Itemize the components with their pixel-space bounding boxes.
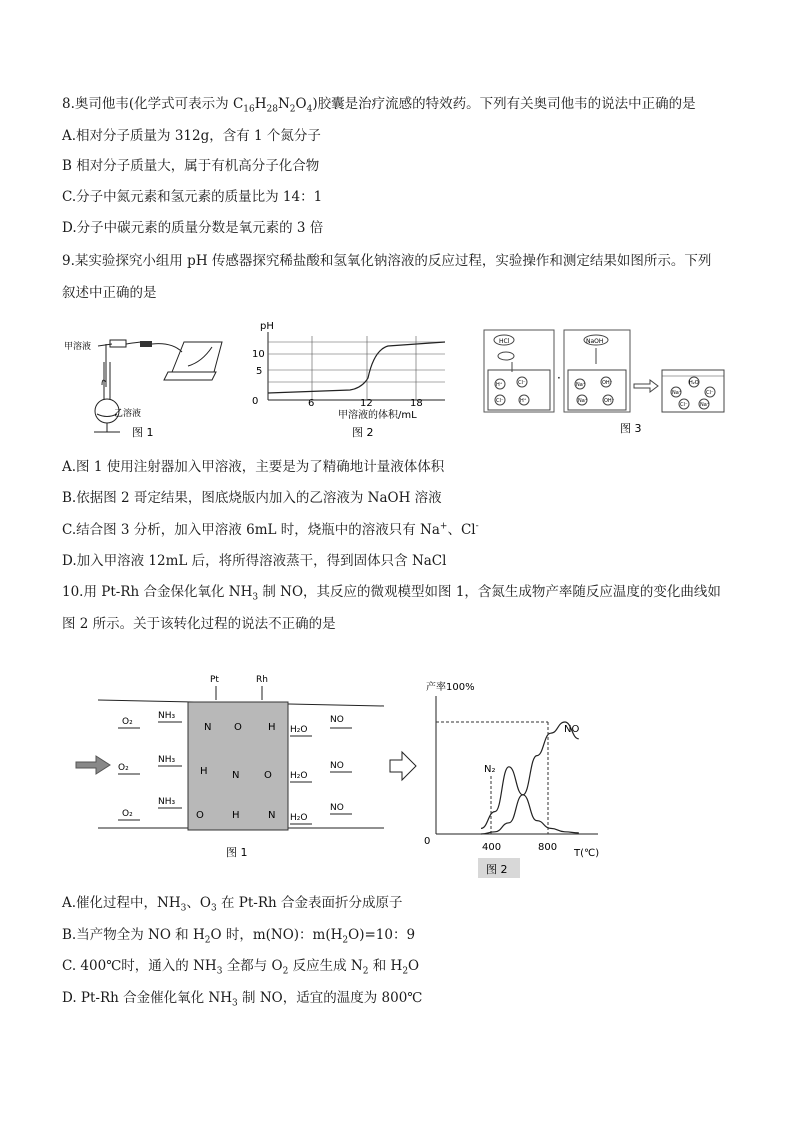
q8-option-d: D.分子中碳元素的质量分数是氧元素的 3 倍	[62, 220, 324, 236]
svg-text:NH₃: NH₃	[158, 755, 176, 765]
q10-fig2-chart	[420, 676, 610, 880]
q10-fig2-origin: 0	[424, 836, 431, 847]
svg-text:OH⁻: OH⁻	[602, 380, 613, 386]
svg-text:Na⁺: Na⁺	[578, 398, 588, 404]
svg-text:NO: NO	[330, 715, 344, 725]
svg-text:Cl⁻: Cl⁻	[680, 402, 688, 408]
q10-option-b: B.当产物全为 NO 和 $H_2O$ 时，m(NO)：$m(H_2O)=10$：9	[62, 927, 416, 946]
q9-fig3-caption: 图 3	[620, 422, 642, 435]
q10-fig2-xtick-800: 800	[538, 842, 558, 853]
beaker2-drop-label: NaOH	[586, 338, 604, 345]
svg-text:Na⁺: Na⁺	[700, 402, 710, 408]
q9-fig2-xtick-12: 12	[360, 398, 373, 409]
svg-text:N: N	[268, 810, 276, 821]
q9-fig3-beakers	[478, 326, 730, 442]
svg-text:H⁺: H⁺	[496, 382, 503, 388]
q10-fig2-caption: 图 2	[486, 863, 508, 876]
q10-fig2-xlabel: T(℃)	[574, 848, 600, 859]
q8-option-c: C.分子中氮元素和氢元素的质量比为 14：1	[62, 189, 323, 205]
laptop-screen	[172, 342, 222, 372]
q10-stem-line1: 10.用 Pt-Rh 合金保化氧化 $NH_3$ 制 NO，其反应的微观模型如图 1，含氮生成物产率随反应温度的变化曲线如	[62, 584, 721, 603]
q9-fig3-arrow	[634, 380, 658, 392]
q10-option-d: D. Pt-Rh 合金催化氧化 $NH_3$ 制 NO，适宜的温度为 800℃	[62, 990, 423, 1009]
q8-option-a: A.相对分子质量为 312g，含有 1 个氮分子	[62, 128, 321, 144]
catalyst-label-pt: Pt	[210, 675, 219, 685]
svg-text:O₂: O₂	[122, 717, 133, 727]
no-curve	[481, 722, 579, 834]
svg-text:H⁺: H⁺	[520, 398, 527, 404]
svg-text:H: H	[232, 810, 240, 821]
svg-text:O₂: O₂	[118, 763, 129, 773]
q10-fig2-no-label: NO	[564, 724, 580, 735]
svg-text:·: ·	[557, 371, 561, 385]
q9-fig1-label-bottom: 乙溶液	[114, 409, 142, 419]
ph-curve	[268, 342, 445, 393]
svg-text:Na⁺: Na⁺	[672, 390, 682, 396]
q9-fig2-chart	[240, 320, 452, 442]
svg-text:Cl⁻: Cl⁻	[706, 390, 714, 396]
feed-arrow	[76, 756, 110, 774]
q9-fig2-xtick-0: 0	[252, 396, 259, 407]
q10-option-c: C. 400℃时，通入的 $NH_3$ 全都与 $O_2$ 反应生成 $N_2$ 和 $H_2O$	[62, 958, 420, 977]
svg-text:Na⁺: Na⁺	[576, 382, 586, 388]
svg-text:H₂O: H₂O	[290, 771, 308, 781]
svg-text:NH₃: NH₃	[158, 797, 176, 807]
q9-fig2-ylabel: pH	[260, 321, 274, 332]
q10-fig1-caption: 图 1	[226, 846, 248, 859]
q10-option-a: A.催化过程中，$NH_3$、$O_3$ 在 Pt-Rh 合金表面折分成原子	[62, 895, 403, 914]
svg-text:H₂O: H₂O	[290, 813, 308, 823]
q10-stem-line2: 图 2 所示。关于该转化过程的说法不正确的是	[62, 616, 336, 632]
q9-option-b: B.依据图 2 哥定结果，图底烧版内加入的乙溶液为 NaOH 溶液	[62, 490, 442, 506]
svg-text:O: O	[264, 770, 272, 781]
q9-fig2-xtick-18: 18	[410, 398, 423, 409]
q9-fig2-xlabel: 甲溶液的体积/mL	[338, 410, 417, 421]
syringe	[110, 340, 126, 347]
q9-fig2-ytick-5: 5	[256, 366, 263, 377]
q9-stem-line2: 叙述中正确的是	[62, 285, 157, 301]
q8-option-b: B 相对分子质量大，属于有机高分子化合物	[62, 158, 320, 174]
svg-text:O: O	[234, 722, 242, 733]
sensor-box	[140, 341, 152, 347]
svg-text:Cl⁻: Cl⁻	[518, 380, 526, 386]
svg-text:N: N	[204, 722, 212, 733]
beaker1-drop-label: HCl	[499, 338, 510, 345]
svg-text:H₂O: H₂O	[290, 725, 308, 735]
q9-fig2-caption: 图 2	[352, 426, 374, 439]
svg-text:NO: NO	[330, 803, 344, 813]
svg-text:H: H	[200, 766, 208, 777]
q10-fig2-n2-label: N₂	[484, 764, 496, 775]
catalyst-label-rh: Rh	[256, 675, 268, 685]
q10-fig2-xtick-400: 400	[482, 842, 502, 853]
q9-option-a: A.图 1 使用注射器加入甲溶液，主要是为了精确地计量液体体积	[62, 459, 445, 475]
q9-option-c: C.结合图 3 分析，加入甲溶液 6mL 时，烧瓶中的溶液只有 Na+、Cl-	[62, 521, 479, 538]
q10-fig1-arrow	[390, 752, 416, 780]
svg-text:H₂O: H₂O	[689, 380, 699, 386]
svg-text:O: O	[196, 810, 204, 821]
q9-fig2-xtick-6: 6	[308, 398, 315, 409]
svg-text:O₂: O₂	[122, 809, 133, 819]
svg-text:Cl⁻: Cl⁻	[496, 398, 504, 404]
q10-fig1-model	[62, 672, 418, 862]
q9-stem-line1: 9.某实验探究小组用 pH 传感器探究稀盐酸和氢氧化钠溶液的反应过程，实验操作和测定结果如图所示。下列	[62, 253, 712, 269]
svg-text:N: N	[232, 770, 240, 781]
q9-fig2-ytick-10: 10	[252, 349, 265, 360]
q9-fig1-label-top: 甲溶液	[64, 342, 92, 352]
svg-text:OH⁻: OH⁻	[604, 398, 615, 404]
q9-fig1-apparatus	[62, 322, 234, 440]
q8-stem: 8.奥司他韦(化学式可表示为 $C_{16}H_{28}N_2O_4$)胶囊是治疗流感的特效药。下列有关奥司他韦的说法中正确的是	[62, 96, 696, 115]
svg-text:NH₃: NH₃	[158, 711, 176, 721]
svg-text:NO: NO	[330, 761, 344, 771]
q9-option-d: D.加入甲溶液 12mL 后，将所得溶液蒸干，得到固体只含 NaCl	[62, 553, 447, 569]
svg-text:H: H	[268, 722, 276, 733]
q10-fig2-ylabel: 产率100%	[426, 682, 475, 693]
q9-fig1-caption: 图 1	[132, 426, 154, 439]
